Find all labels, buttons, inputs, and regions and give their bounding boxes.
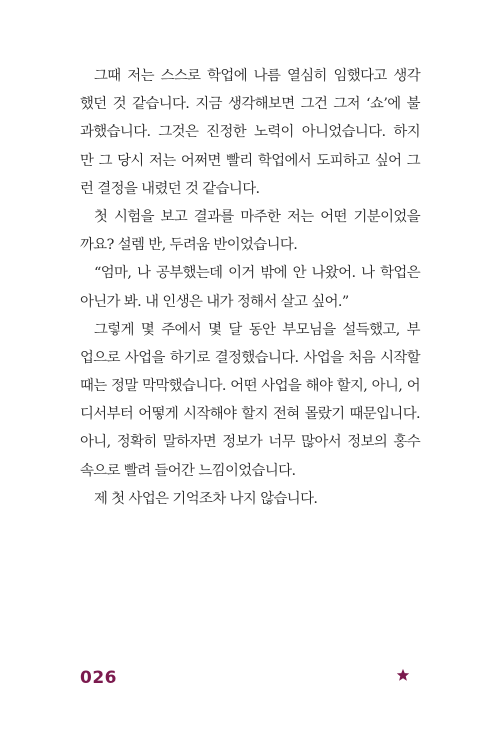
paragraph-line: 디서부터 어떻게 시작해야 할지 전혀 몰랐기 때문입니다.	[80, 406, 420, 423]
star-icon	[396, 668, 410, 682]
paragraph-line: 아닌가 봐. 내 인생은 내가 정해서 살고 싶어.”	[80, 293, 349, 310]
paragraph-line: 까요? 설렘 반, 두려움 반이었습니다.	[80, 237, 298, 254]
paragraph-line: 런 결정을 내렸던 것 같습니다.	[80, 180, 260, 197]
paragraph-line: 때는 정말 막막했습니다. 어떤 사업을 해야 할지, 아니, 어	[80, 378, 420, 395]
paragraph-line: 제 첫 사업은 기억조차 나지 않습니다.	[94, 490, 318, 507]
paragraph-line: 과했습니다. 그것은 진정한 노력이 아니었습니다. 하지	[80, 124, 420, 141]
paragraph-line: 만 그 당시 저는 어쩌면 빨리 학업에서 도피하고 싶어 그	[80, 152, 420, 169]
paragraph-line: 업으로 사업을 하기로 결정했습니다. 사업을 처음 시작할	[80, 349, 420, 366]
paragraph-line: 속으로 빨려 들어간 느낌이었습니다.	[80, 462, 296, 479]
paragraph-line: 그렇게 몇 주에서 몇 달 동안 부모님을 설득했고, 부	[94, 321, 420, 338]
paragraph-line: 그때 저는 스스로 학업에 나름 열심히 임했다고 생각	[94, 68, 420, 84]
paragraph-line: 첫 시험을 보고 결과를 마주한 저는 어떤 기분이었을	[94, 208, 420, 225]
page-number: 026	[80, 668, 117, 688]
paragraph-line: 했던 것 같습니다. 지금 생각해보면 그건 그저 ‘쇼’에 불	[80, 96, 420, 113]
page-footer	[80, 667, 410, 691]
paragraph-line: “엄마, 나 공부했는데 이거 밖에 안 나왔어. 나 학업은	[94, 265, 420, 282]
paragraph-line: 아니, 정확히 말하자면 정보가 너무 많아서 정보의 홍수	[80, 434, 420, 451]
body-text	[80, 62, 420, 513]
